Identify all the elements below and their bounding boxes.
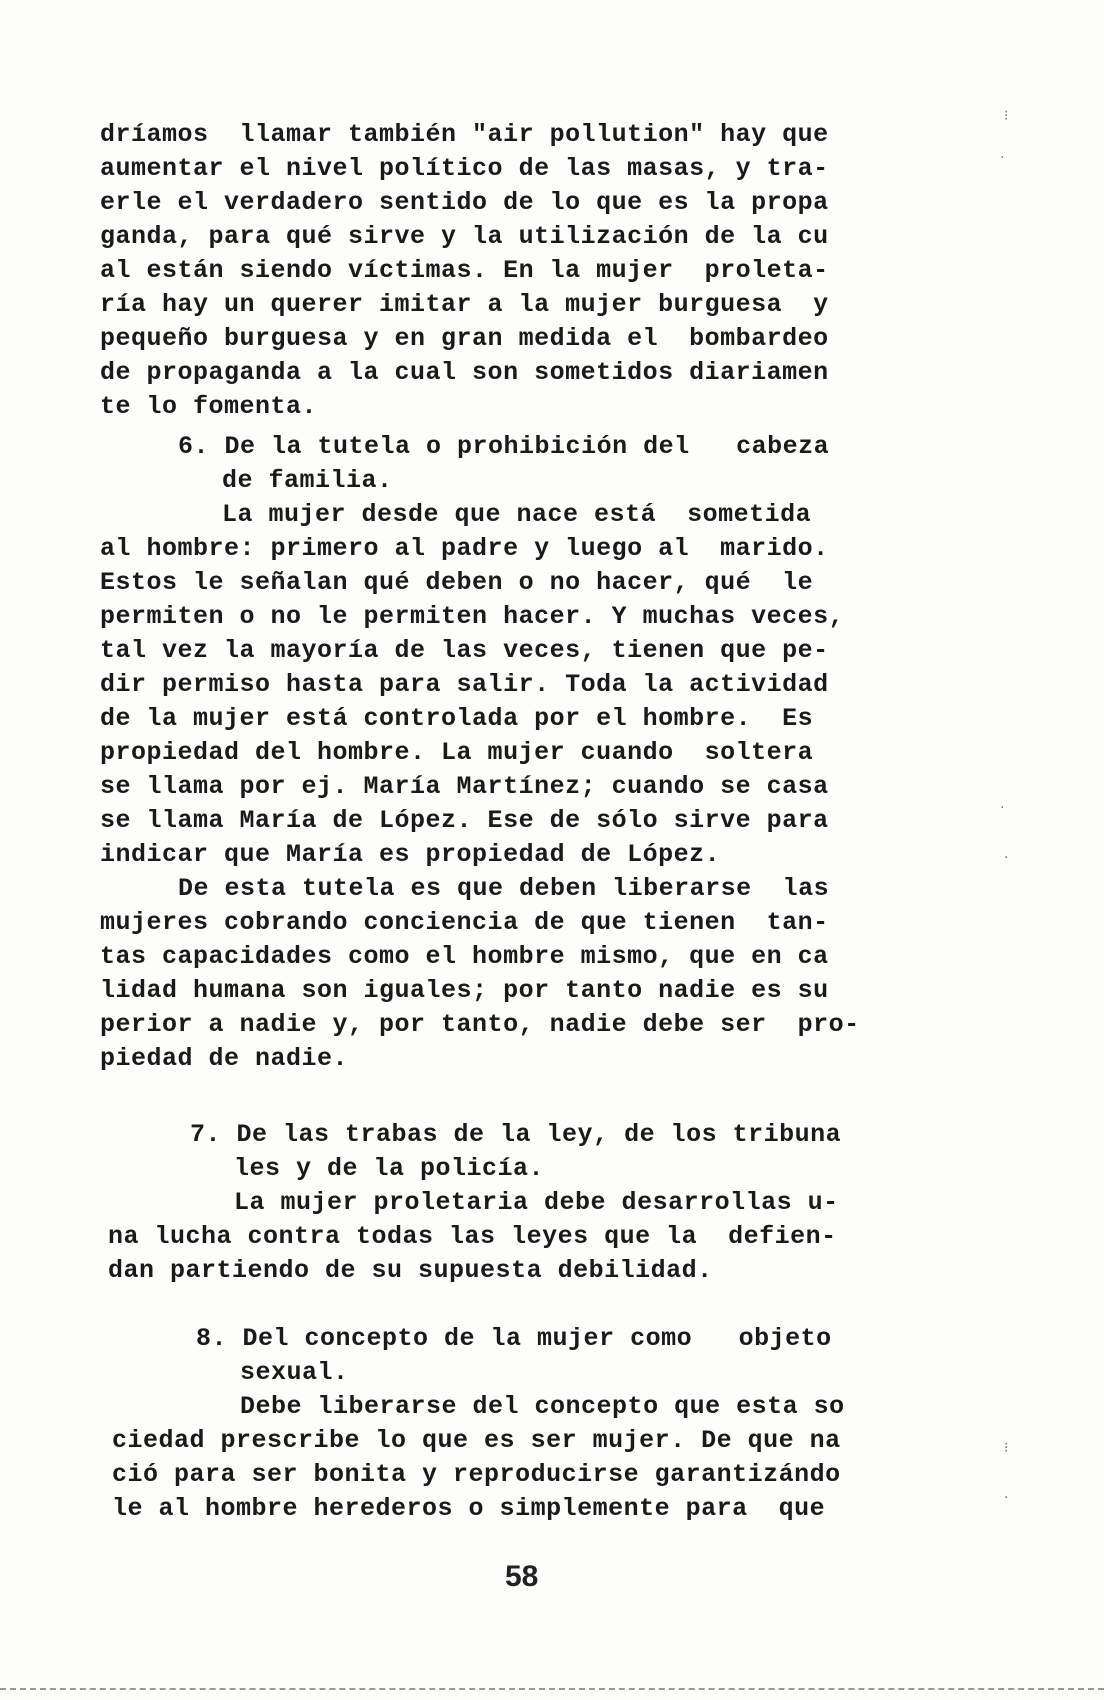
section-7-body <box>108 1220 928 1288</box>
text-line: na lucha contra todas las leyes que la defien- <box>108 1222 837 1251</box>
text-line: ría hay un querer imitar a la mujer burguesa y <box>100 290 829 319</box>
page-number: 58 <box>505 1560 539 1593</box>
scan-speck: · <box>1004 1490 1009 1506</box>
scan-edge-rule <box>0 1688 1104 1692</box>
section-7-heading <box>190 1118 841 1152</box>
heading-line: les y de la policía. <box>234 1154 545 1183</box>
text-line: tal vez la mayoría de las veces, tienen que pe- <box>100 636 829 665</box>
scan-speck: · <box>1000 150 1005 166</box>
text-line: al hombre: primero al padre y luego al marido. <box>100 534 829 563</box>
text-line: le al hombre herederos o simplemente para que <box>112 1494 826 1523</box>
text-line: La mujer proletaria debe desarrollas u- <box>234 1188 839 1217</box>
text-line: dir permiso hasta para salir. Toda la actividad <box>100 670 829 699</box>
scan-speck: ⁝ <box>1004 1440 1009 1456</box>
heading-line: de familia. <box>222 466 393 495</box>
text-line: perior a nadie y, por tanto, nadie debe ser pro- <box>100 1010 860 1039</box>
scan-speck: · <box>1004 850 1009 866</box>
text-line: mujeres cobrando conciencia de que tienen tan- <box>100 908 829 937</box>
heading-line: sexual. <box>240 1358 349 1387</box>
text-line: se llama por ej. María Martínez; cuando se casa <box>100 772 829 801</box>
text-line: dan partiendo de su supuesta debilidad. <box>108 1256 713 1285</box>
text-line: aumentar el nivel político de las masas, y tra- <box>100 154 829 183</box>
text-line: dríamos llamar también "air pollution" hay que <box>100 120 829 149</box>
scan-speck: ⁝ <box>1004 108 1009 124</box>
text-line: Debe liberarse del concepto que esta so <box>240 1392 845 1421</box>
text-line: al están siendo víctimas. En la mujer proleta- <box>100 256 829 285</box>
section-6-para2-first <box>178 872 918 906</box>
text-line: De esta tutela es que deben liberarse las <box>178 874 830 903</box>
text-line: tas capacidades como el hombre mismo, que en ca <box>100 942 829 971</box>
heading-line: 7. De las trabas de la ley, de los tribuna <box>190 1120 842 1149</box>
section-6-heading-cont <box>222 464 393 498</box>
text-line: La mujer desde que nace está sometida <box>222 500 812 529</box>
text-line: te lo fomenta. <box>100 392 318 421</box>
heading-line: 8. Del concepto de la mujer como objeto <box>196 1324 832 1353</box>
text-line: piedad de nadie. <box>100 1044 349 1073</box>
scan-speck: · <box>1000 800 1005 816</box>
text-line: indicar que María es propiedad de López. <box>100 840 721 869</box>
text-line: lidad humana son iguales; por tanto nadie es su <box>100 976 829 1005</box>
text-line: se llama María de López. Ese de sólo sirve para <box>100 806 829 835</box>
paragraph-intro <box>100 118 920 424</box>
text-line: permiten o no le permiten hacer. Y muchas veces, <box>100 602 845 631</box>
section-8-heading-cont <box>240 1356 349 1390</box>
text-line: erle el verdadero sentido de lo que es la propa <box>100 188 829 217</box>
text-line: ganda, para qué sirve y la utilización de la cu <box>100 222 829 251</box>
text-line: de la mujer está controlada por el hombre. Es <box>100 704 814 733</box>
section-6-para2 <box>100 906 920 1076</box>
section-7-first-line <box>234 1186 924 1220</box>
text-line: pequeño burguesa y en gran medida el bombardeo <box>100 324 829 353</box>
section-8-first-line <box>240 1390 930 1424</box>
text-line: ció para ser bonita y reproducirse garantizándo <box>112 1460 841 1489</box>
section-6-heading <box>178 430 829 464</box>
text-line: Estos le señalan qué deben o no hacer, qué le <box>100 568 814 597</box>
section-8-heading <box>196 1322 832 1356</box>
section-7-heading-cont <box>234 1152 544 1186</box>
text-line: ciedad prescribe lo que es ser mujer. De que na <box>112 1426 841 1455</box>
section-6-first-line <box>222 498 922 532</box>
section-8-body <box>112 1424 932 1526</box>
section-6-body <box>100 532 920 872</box>
heading-line: 6. De la tutela o prohibición del cabeza <box>178 432 830 461</box>
text-line: de propaganda a la cual son sometidos diariamen <box>100 358 829 387</box>
text-line: propiedad del hombre. La mujer cuando soltera <box>100 738 814 767</box>
